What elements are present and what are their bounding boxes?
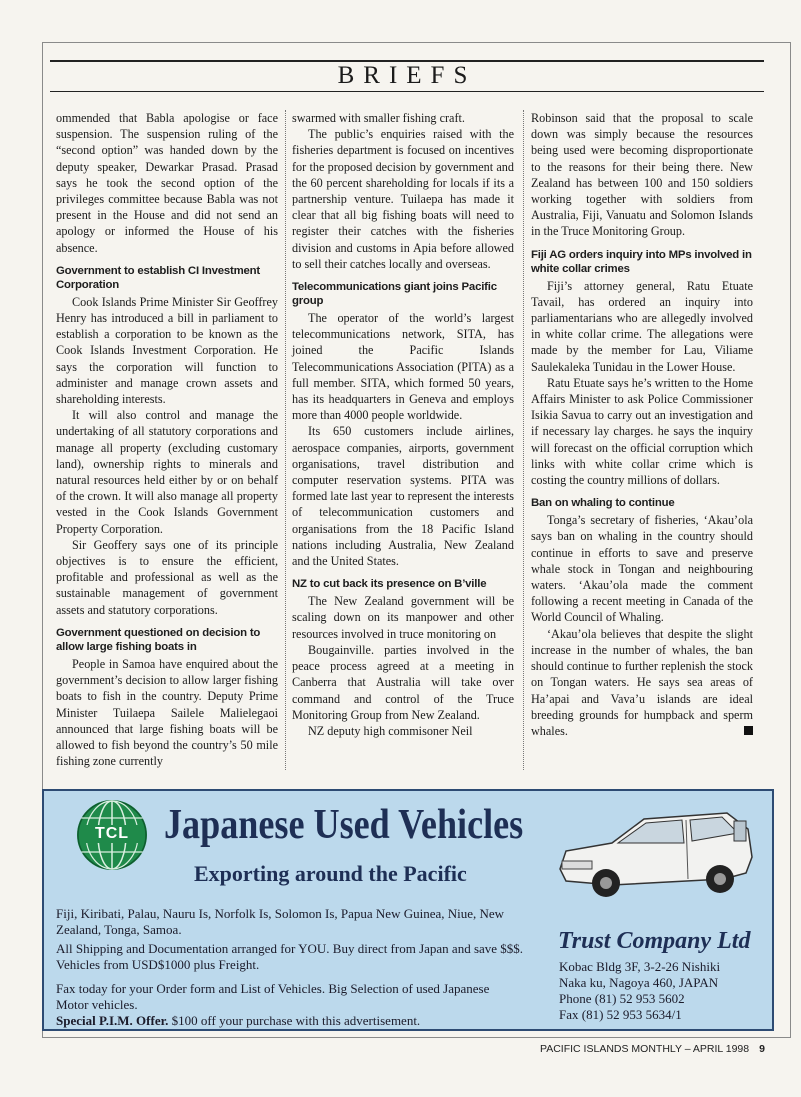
ad-fax-order: Fax today for your Order form and List of Vehicles. Big Selection of used Japanese Motor vehicles.	[56, 981, 490, 1012]
article-headline: Government questioned on decision to allow large fishing boats in	[56, 626, 261, 653]
article-paragraph: Robinson said that the proposal to scale down was simply because the resources being used were becoming disproportionate to the reasons for their being there. New Zealand has between 100 and 150 soldiers working together with soldiers from Australia, Fiji, Vanuatu and Solomon Islands in the Truce Monitoring Group.	[531, 111, 753, 239]
publication-name: PACIFIC ISLANDS MONTHLY – APRIL 1998	[540, 1043, 750, 1055]
ad-offer-text: $100 off your purchase with this advertisement.	[171, 1013, 421, 1028]
article-paragraph: Bougainville. parties involved in the peace process agreed at a meeting in Canberra that Australia will take over command and control of the Truce Monitoring Group from New Zealand.	[292, 642, 514, 722]
article-paragraph-text: ‘Akau’ola believes that despite the slight increase in the number of whales, the ban should continue to further replenish the stock on Tongan waters. He says sea areas of Ha’apai and Vava’u islands are ideal breeding grounds for humpback and sperm whales.	[531, 626, 753, 738]
article-paragraph: NZ deputy high commisoner Neil	[308, 723, 473, 738]
column-3	[531, 110, 753, 760]
column-1	[56, 110, 278, 769]
page-number: 9	[759, 1043, 765, 1055]
ad-countries: Fiji, Kiribati, Palau, Nauru Is, Norfolk Is, Solomon Is, Papua New Guinea, Niue, New Zealand, Tonga, Samoa.	[56, 906, 505, 937]
article-paragraph: Cook Islands Prime Minister Sir Geoffrey Henry has introduced a bill in parliament to establish a corporation to be known as the Cook Islands Investment Corporation. He says the corporation will function to administer and manage crown assets and shareholding interests.	[56, 294, 278, 407]
article-headline: Ban on whaling to continue	[531, 497, 675, 510]
ad-subheadline: Exporting around the Pacific	[194, 861, 467, 886]
column-divider	[523, 110, 524, 770]
column-divider	[285, 110, 286, 770]
article-paragraph: The New Zealand government will be scaling down on its manpower and other resources involved in truce monitoring on	[292, 594, 514, 641]
page-footer	[540, 1043, 765, 1055]
end-mark-icon	[744, 726, 753, 735]
fax-number: Fax (81) 52 953 5634/1	[559, 1007, 682, 1022]
article-paragraph: swarmed with smaller fishing craft.	[292, 111, 465, 125]
station-wagon-car-icon	[552, 799, 762, 909]
header-rule-bottom	[50, 91, 764, 92]
ad-offer	[56, 1013, 524, 1029]
article-headline: Telecommunications giant joins Pacific group	[292, 281, 497, 308]
article-paragraph: People in Samoa have enquired about the government’s decision to allow larger fishing boats to fish in the country. Deputy Prime Minister Tuilaepa Sailele Malielegaoi announced that large fishing boats will be allowed to fish beyond the country’s 50 mile fishing zone currently	[56, 656, 278, 769]
address-line: Naka ku, Nagoya 460, JAPAN	[559, 975, 719, 990]
ad-offer-label: Special P.I.M. Offer.	[56, 1013, 169, 1028]
address-line: Kobac Bldg 3F, 3-2-26 Nishiki	[559, 959, 721, 974]
column-2	[292, 110, 514, 760]
phone-number: Phone (81) 52 953 5602	[559, 991, 685, 1006]
article-paragraph: Ratu Etuate says he’s written to the Home Affairs Minister to ask Police Commissioner Isikia Savua to carry out an investigation and if necessary lay charges. he says the inquiry will forecast on the official corruption which links with white collar crime which is costing the country millions of dollars.	[531, 375, 753, 488]
article-headline: Fiji AG orders inquiry into MPs involved in white collar crimes	[531, 248, 752, 275]
article-paragraph: Fiji’s attorney general, Ratu Etuate Tavail, has ordered an inquiry into parliamentarians who are allegedly involved in white collar crime. The allegations were made by the member for Lau, Viliame Saulekaleka Tunidau in the Lower House.	[531, 278, 753, 374]
article-headline: Government to establish CI Investment Corporation	[56, 264, 261, 291]
article-headline: NZ to cut back its presence on B’ville	[292, 578, 487, 591]
article-paragraph: It will also control and manage the undertaking of all statutory corporations and manage all property (excluding customary land), ownership rights to minerals and natural resources held either by or on behalf of the crown. It will also manage all property vested in the Cook Islands Government Property Corporation.	[56, 408, 278, 536]
article-paragraph: The public’s enquiries raised with the fisheries department is focused on incentives for the proposed decision by government and the 60 percent shareholding for locals if its a partnership venture. Tuilaepa has made it clear that all big fishing boats will need to register their catches with the fisheries division and customs in Apia before allowed to sell their catches locally and overseas.	[292, 127, 514, 271]
section-title: BRIEFS	[337, 62, 477, 89]
company-name: Trust Company Ltd	[558, 928, 751, 954]
advertisement	[42, 789, 774, 1031]
tcl-globe-logo	[77, 800, 147, 870]
article-paragraph: ommended that Babla apologise or face suspension. The suspension ruling of the “second option” was handed down by the deputy speaker, Dewarkar Prasad. Prasad says he took the second option of the privileges committee because Babla was not present in the House and did not send an apology or informed the House of his absence.	[56, 111, 278, 255]
ad-headline: Japanese Used Vehicles	[164, 802, 524, 848]
article-paragraph	[531, 626, 753, 739]
article-paragraph: The operator of the world’s largest telecommunications network, SITA, has joined the Pacific Islands Telecommunications Association (PITA) as a full member. SITA, which formed 50 years, has its headquarters in Geneva and employs more than 4000 people worldwide.	[292, 311, 514, 423]
article-paragraph: Its 650 customers include airlines, aerospace companies, airports, government organisations, travel distribution and computer reservation systems. PITA was formed late last year to represent the interests of telecommunication customers and organisations from the 18 Pacific Island nations including Australia, New Zealand and the United States.	[292, 424, 514, 569]
article-paragraph: Sir Geoffery says one of its principle objectives is to ensure the efficient, profitable and professional as well as the sustainable management of government assets and statutory corporations.	[56, 537, 278, 617]
company-address	[559, 959, 759, 1023]
logo-text: TCL	[83, 825, 141, 843]
article-paragraph: Tonga’s secretary of fisheries, ‘Akau’ola says ban on whaling in the country should continue in efforts to save and preserve whale stock in Tongan and neighbouring waters. ‘Akau’ola made the comment following a recent meeting in Canada of the World Council of Whaling.	[531, 513, 753, 625]
ad-shipping: All Shipping and Documentation arranged for YOU. Buy direct from Japan and save $$$. Vehicles from USD$1000 plus Freight.	[56, 941, 524, 972]
